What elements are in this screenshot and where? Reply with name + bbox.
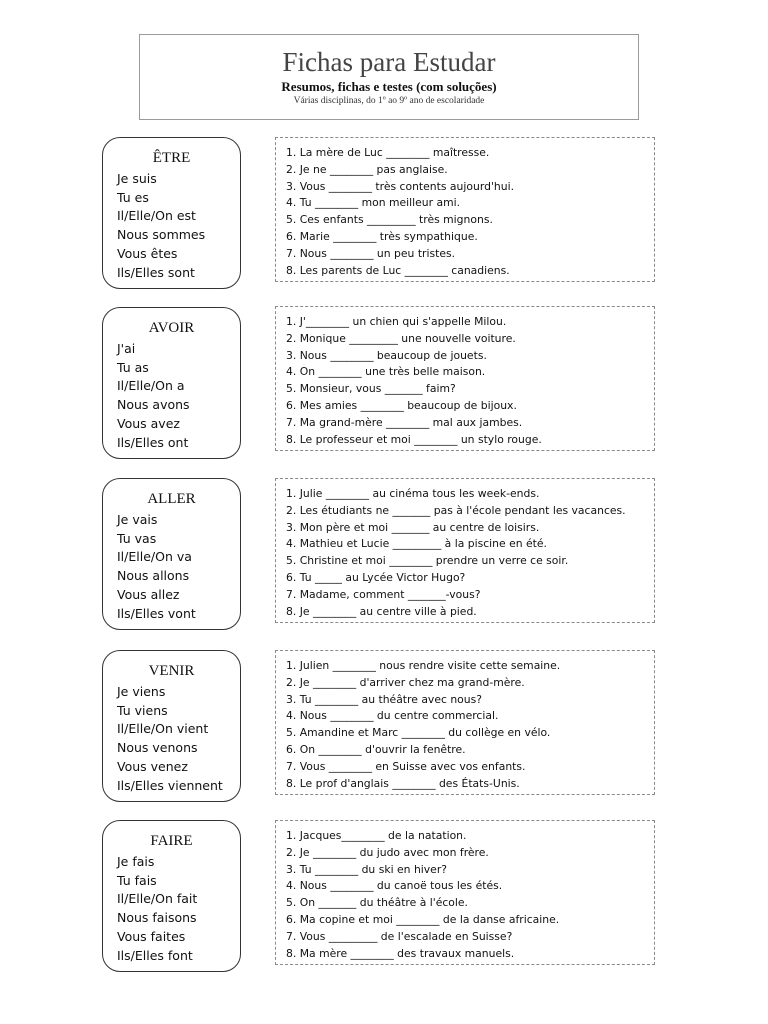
conjugation: Nous faisons [117, 910, 197, 926]
exercise-box-avoir [275, 306, 655, 451]
conjugation: Vous avez [117, 415, 180, 431]
conjugation: Il/Elle/On va [117, 549, 192, 565]
conjugation: Ils/Elles vont [117, 605, 196, 621]
page-note: Várias disciplinas, do 1º ao 9º ano de escolaridade [293, 96, 485, 106]
conjugation: Je fais [117, 854, 155, 869]
exercise-line: 4. Tu ________ mon meilleur ami. [286, 196, 461, 210]
exercise-line: 8. Je ________ au centre ville à pied. [286, 604, 477, 618]
conjugation: Il/Elle/On a [117, 378, 185, 394]
exercise-line: 6. Mes amies ________ beaucoup de bijoux. [286, 398, 517, 412]
exercise-line: 1. Julien ________ nous rendre visite cette semaine. [286, 659, 561, 672]
exercise-line: 5. Amandine et Marc ________ du collège en vélo. [286, 726, 551, 740]
exercise-line: 1. La mère de Luc ________ maîtresse. [286, 146, 490, 159]
verb-title: ALLER [147, 491, 196, 507]
exercise-line: 3. Mon père et moi _______ au centre de loisirs. [286, 520, 540, 534]
exercise-box-venir [275, 650, 655, 795]
exercise-box-etre [275, 137, 655, 282]
conjugation: Vous faites [117, 928, 186, 944]
exercise-line: 2. Je ________ du judo avec mon frère. [286, 845, 489, 859]
exercise-box-faire [275, 820, 655, 965]
exercise-box-aller [275, 478, 655, 623]
conjugation: Il/Elle/On vient [117, 721, 209, 737]
exercise-line: 7. Madame, comment _______-vous? [286, 587, 481, 601]
conjugation: Vous êtes [117, 245, 178, 261]
conjugation: Nous avons [117, 397, 190, 413]
verb-box-faire [102, 820, 241, 972]
verb-box-aller [102, 478, 241, 630]
exercise-line: 6. Tu _____ au Lycée Victor Hugo? [286, 570, 466, 584]
conjugation: Il/Elle/On est [117, 208, 196, 224]
conjugation: Tu viens [117, 702, 168, 718]
conjugation: Ils/Elles ont [117, 434, 189, 450]
conjugation: Vous allez [117, 586, 180, 602]
conjugation: Nous allons [117, 568, 190, 584]
exercise-line: 6. Ma copine et moi ________ de la danse africaine. [286, 912, 560, 926]
exercise-line: 2. Les étudiants ne _______ pas à l'école pendant les vacances. [286, 503, 626, 517]
exercise-line: 5. Ces enfants _________ très mignons. [286, 213, 493, 227]
verb-box-etre [102, 137, 241, 289]
conjugation: J'ai [117, 341, 136, 356]
exercise-line: 4. On ________ une très belle maison. [286, 365, 486, 379]
conjugation: Ils/Elles font [117, 947, 193, 963]
exercise-line: 3. Tu ________ au théâtre avec nous? [286, 692, 482, 706]
exercise-line: 8. Ma mère ________ des travaux manuels. [286, 946, 515, 960]
exercise-line: 5. Christine et moi ________ prendre un verre ce soir. [286, 554, 569, 568]
exercise-line: 4. Nous ________ du canoë tous les étés. [286, 879, 503, 893]
exercise-line: 7. Vous ________ en Suisse avec vos enfants. [286, 759, 526, 773]
exercise-line: 6. Marie ________ très sympathique. [286, 229, 478, 243]
exercise-line: 2. Monique _________ une nouvelle voiture. [286, 331, 516, 345]
verb-box-avoir [102, 307, 241, 459]
conjugation: Ils/Elles sont [117, 264, 195, 280]
conjugation: Je suis [117, 171, 157, 186]
exercise-line: 7. Vous _________ de l'escalade en Suisse? [286, 929, 513, 943]
exercise-line: 3. Nous ________ beaucoup de jouets. [286, 348, 487, 362]
conjugation: Je vais [117, 512, 158, 527]
page-subtitle: Resumos, fichas e testes (com soluções) [281, 79, 497, 94]
verb-title: FAIRE [150, 833, 193, 849]
exercise-line: 2. Je ne ________ pas anglaise. [286, 162, 448, 176]
page-title: Fichas para Estudar [282, 47, 496, 77]
conjugation: Ils/Elles viennent [117, 777, 223, 793]
exercise-line: 3. Tu ________ du ski en hiver? [286, 862, 447, 876]
verb-title: ÊTRE [152, 150, 191, 166]
exercise-line: 8. Le professeur et moi ________ un stylo rouge. [286, 432, 542, 446]
exercise-line: 5. Monsieur, vous _______ faim? [286, 382, 456, 396]
exercise-line: 4. Nous ________ du centre commercial. [286, 709, 499, 723]
conjugation: Je viens [117, 684, 166, 699]
conjugation: Tu vas [117, 530, 157, 546]
exercise-line: 1. Julie ________ au cinéma tous les week-ends. [286, 487, 540, 500]
conjugation: Tu es [117, 189, 149, 205]
verb-box-venir [102, 650, 241, 802]
verb-title: VENIR [148, 663, 195, 679]
verb-title: AVOIR [148, 320, 195, 336]
exercise-line: 3. Vous ________ très contents aujourd'hui. [286, 179, 515, 193]
exercise-line: 5. On _______ du théâtre à l'école. [286, 896, 468, 910]
exercise-line: 7. Ma grand-mère ________ mal aux jambes. [286, 415, 523, 429]
exercise-line: 6. On ________ d'ouvrir la fenêtre. [286, 742, 466, 756]
conjugation: Vous venez [117, 758, 188, 774]
conjugation: Tu as [117, 359, 149, 375]
conjugation: Nous venons [117, 740, 198, 756]
exercise-line: 1. J'________ un chien qui s'appelle Milou. [286, 315, 507, 328]
exercise-line: 1. Jacques________ de la natation. [286, 829, 467, 842]
exercise-line: 4. Mathieu et Lucie _________ à la piscine en été. [286, 537, 547, 551]
conjugation: Tu fais [117, 872, 157, 888]
exercise-line: 8. Les parents de Luc ________ canadiens. [286, 263, 510, 277]
conjugation: Nous sommes [117, 227, 206, 243]
header-box [139, 34, 639, 120]
exercise-line: 8. Le prof d'anglais ________ des États-Unis. [286, 776, 520, 790]
exercise-line: 2. Je ________ d'arriver chez ma grand-mère. [286, 675, 525, 689]
conjugation: Il/Elle/On fait [117, 891, 198, 907]
exercise-line: 7. Nous ________ un peu tristes. [286, 246, 456, 260]
